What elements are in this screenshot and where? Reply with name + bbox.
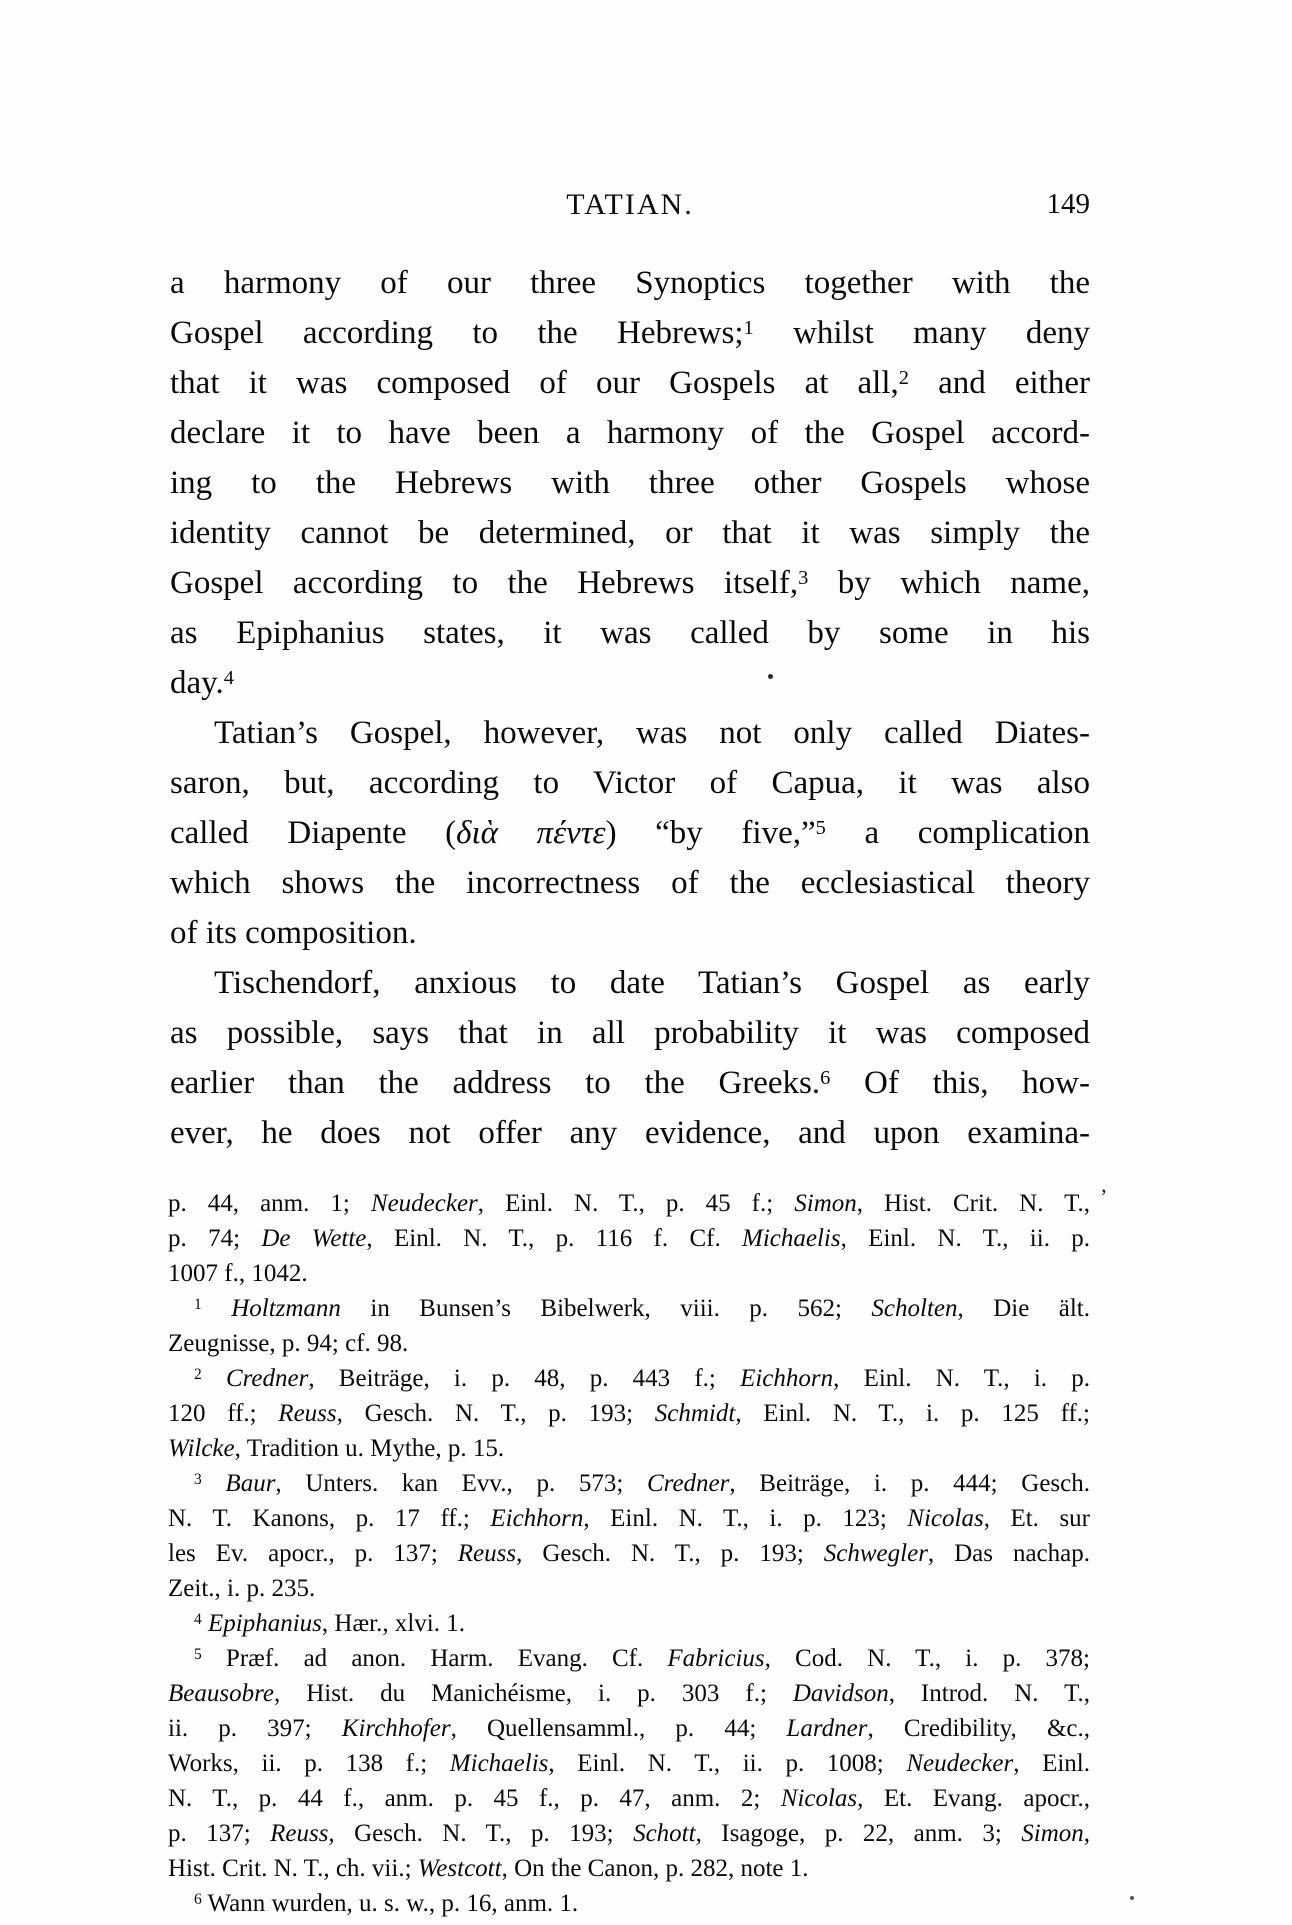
italic-text: Simon xyxy=(1021,1820,1084,1847)
body-line: day.$^4$ xyxy=(170,665,234,701)
body-line: Gospel according to the Hebrews itself,$^3$ by which name, xyxy=(170,565,1090,601)
body-line: Gospel according to the Hebrews;$^1$ whilst many deny xyxy=(170,315,1090,351)
italic-text: Westcott xyxy=(417,1855,502,1882)
body-line: ever, he does not offer any evidence, and upon examina- xyxy=(170,1115,1090,1151)
italic-text: Fabricius xyxy=(667,1645,765,1672)
italic-text: Nicolas xyxy=(907,1505,984,1532)
footnote-marker: 2 xyxy=(898,366,909,389)
footnote-marker: 1 xyxy=(194,1296,202,1314)
paragraph xyxy=(170,958,1090,1158)
italic-text: Neudecker xyxy=(370,1190,478,1217)
footnote-line: Wilcke, Tradition u. Mythe, p. 15. xyxy=(168,1435,505,1462)
footnote-marker: 6 xyxy=(194,1891,202,1909)
footnote-line: $^6$ Wann wurden, u. s. w., p. 16, anm. 1. xyxy=(194,1890,579,1917)
footnotes xyxy=(168,1186,1090,1921)
italic-text: Davidson xyxy=(792,1680,889,1707)
footnote-marker: 4 xyxy=(194,1611,202,1629)
footnote-line: p. 74; De Wette, Einl. N. T., p. 116 f. Cf. Michaelis, Einl. N. T., ii. p. xyxy=(168,1225,1091,1252)
footnote-line: $^5$ Præf. ad anon. Harm. Evang. Cf. Fabricius, Cod. N. T., i. p. 378; xyxy=(194,1645,1090,1672)
body-line: of its composition. xyxy=(170,915,417,951)
footnote-line: 1007 f., 1042. xyxy=(168,1260,308,1287)
body-line: ing to the Hebrews with three other Gospels whose xyxy=(170,465,1090,501)
italic-text: Credner xyxy=(646,1470,730,1497)
paragraph xyxy=(170,258,1090,708)
header-title: TATIAN. xyxy=(566,188,694,221)
footnote-line: $^1$ Holtzmann in Bunsen’s Bibelwerk, viii. p. 562; Scholten, Die ält. xyxy=(194,1295,1090,1322)
footnote-line: p. 137; Reuss, Gesch. N. T., p. 193; Schott, Isagoge, p. 22, anm. 3; Simon, xyxy=(168,1820,1090,1847)
footnote-line: les Ev. apocr., p. 137; Reuss, Gesch. N. T., p. 193; Schwegler, Das nachap. xyxy=(168,1540,1090,1567)
footnote-line: $^2$ Credner, Beiträge, i. p. 48, p. 443 f.; Eichhorn, Einl. N. T., i. p. xyxy=(194,1365,1090,1392)
footnote-line: $^4$ Epiphanius, Hær., xlvi. 1. xyxy=(194,1610,465,1637)
italic-text: De Wette xyxy=(261,1225,367,1252)
body-line: that it was composed of our Gospels at all,$^2$ and either xyxy=(170,365,1090,401)
page-number: 149 xyxy=(1046,188,1090,220)
italic-text: Nicolas xyxy=(780,1785,858,1812)
italic-text: Simon xyxy=(794,1190,857,1217)
italic-text: Reuss xyxy=(457,1540,517,1567)
italic-text: Kirchhofer xyxy=(341,1715,451,1742)
body-line: as possible, says that in all probability it was composed xyxy=(170,1015,1090,1051)
italic-text: Baur xyxy=(225,1470,276,1497)
italic-text: Wilcke xyxy=(168,1435,235,1462)
body-line: a harmony of our three Synoptics together with the xyxy=(170,265,1090,301)
italic-text: Holtzmann xyxy=(231,1295,341,1322)
scan-speck xyxy=(1130,1896,1134,1900)
italic-text: Schott xyxy=(633,1820,696,1847)
italic-text: Reuss xyxy=(270,1820,329,1847)
body-line: which shows the incorrectness of the ecclesiastical theory xyxy=(170,865,1090,901)
italic-text: Eichhorn xyxy=(740,1365,834,1392)
footnote-marker: 5 xyxy=(194,1646,202,1664)
body-line: Tatian’s Gospel, however, was not only called Diates- xyxy=(214,715,1090,751)
italic-text: Schmidt xyxy=(654,1400,736,1427)
body-line: Tischendorf, anxious to date Tatian’s Gospel as early xyxy=(214,965,1090,1001)
footnote-line: p. 44, anm. 1; Neudecker, Einl. N. T., p. 45 f.; Simon, Hist. Crit. N. T., xyxy=(168,1190,1090,1217)
footnote-marker: 3 xyxy=(194,1471,202,1489)
italic-text: Credner xyxy=(225,1365,309,1392)
italic-text: Epiphanius xyxy=(208,1610,322,1637)
footnote-line: ii. p. 397; Kirchhofer, Quellensamml., p. 44; Lardner, Credibility, &c., xyxy=(168,1715,1090,1742)
italic-text: Eichhorn xyxy=(490,1505,584,1532)
footnote-line: 120 ff.; Reuss, Gesch. N. T., p. 193; Schmidt, Einl. N. T., i. p. 125 ff.; xyxy=(168,1400,1090,1427)
body-line: called Diapente (διὰ πέντε) “by five,”$^5$ a complication xyxy=(170,815,1090,851)
italic-text: διὰ πέντε xyxy=(456,815,606,851)
italic-text: Beausobre xyxy=(168,1680,274,1707)
italic-text: Reuss xyxy=(278,1400,337,1427)
footnote-line: $^3$ Baur, Unters. kan Evv., p. 573; Credner, Beiträge, i. p. 444; Gesch. xyxy=(194,1470,1090,1497)
footnote-marker: 6 xyxy=(820,1066,831,1089)
body-text xyxy=(170,258,1090,1158)
body-line: earlier than the address to the Greeks.$^6$ Of this, how- xyxy=(170,1065,1090,1101)
scan-speck xyxy=(768,674,773,679)
italic-text: Michaelis xyxy=(449,1750,549,1777)
body-line: identity cannot be determined, or that it was simply the xyxy=(170,515,1090,551)
scan-speck: ’ xyxy=(1100,1184,1108,1209)
footnote-line: N. T., p. 44 f., anm. p. 45 f., p. 47, anm. 2; Nicolas, Et. Evang. apocr., xyxy=(168,1785,1090,1812)
footnote-line: Zeugnisse, p. 94; cf. 98. xyxy=(168,1330,409,1357)
body-line: saron, but, according to Victor of Capua, it was also xyxy=(170,765,1090,801)
italic-text: Lardner xyxy=(786,1715,868,1742)
italic-text: Schwegler xyxy=(823,1540,928,1567)
italic-text: Michaelis xyxy=(742,1225,841,1252)
footnote-line: Works, ii. p. 138 f.; Michaelis, Einl. N. T., ii. p. 1008; Neudecker, Einl. xyxy=(168,1750,1090,1777)
footnote-marker: 5 xyxy=(815,816,826,839)
running-header xyxy=(170,188,1090,222)
body-line: declare it to have been a harmony of the Gospel accord- xyxy=(170,415,1090,451)
footnote-line: N. T. Kanons, p. 17 ff.; Eichhorn, Einl. N. T., i. p. 123; Nicolas, Et. sur xyxy=(168,1505,1090,1532)
footnote-marker: 3 xyxy=(798,566,809,589)
footnote-marker: 1 xyxy=(743,316,754,339)
footnote-line: Hist. Crit. N. T., ch. vii.; Westcott, On the Canon, p. 282, note 1. xyxy=(168,1855,809,1882)
paragraph xyxy=(170,708,1090,958)
italic-text: Scholten xyxy=(871,1295,958,1322)
footnote-marker: 2 xyxy=(194,1366,202,1384)
body-line: as Epiphanius states, it was called by some in his xyxy=(170,615,1090,651)
italic-text: Neudecker xyxy=(906,1750,1014,1777)
footnote-line: Beausobre, Hist. du Manichéisme, i. p. 303 f.; Davidson, Introd. N. T., xyxy=(168,1680,1090,1707)
footnote-marker: 4 xyxy=(223,666,234,689)
footnote-line: Zeit., i. p. 235. xyxy=(168,1575,316,1602)
